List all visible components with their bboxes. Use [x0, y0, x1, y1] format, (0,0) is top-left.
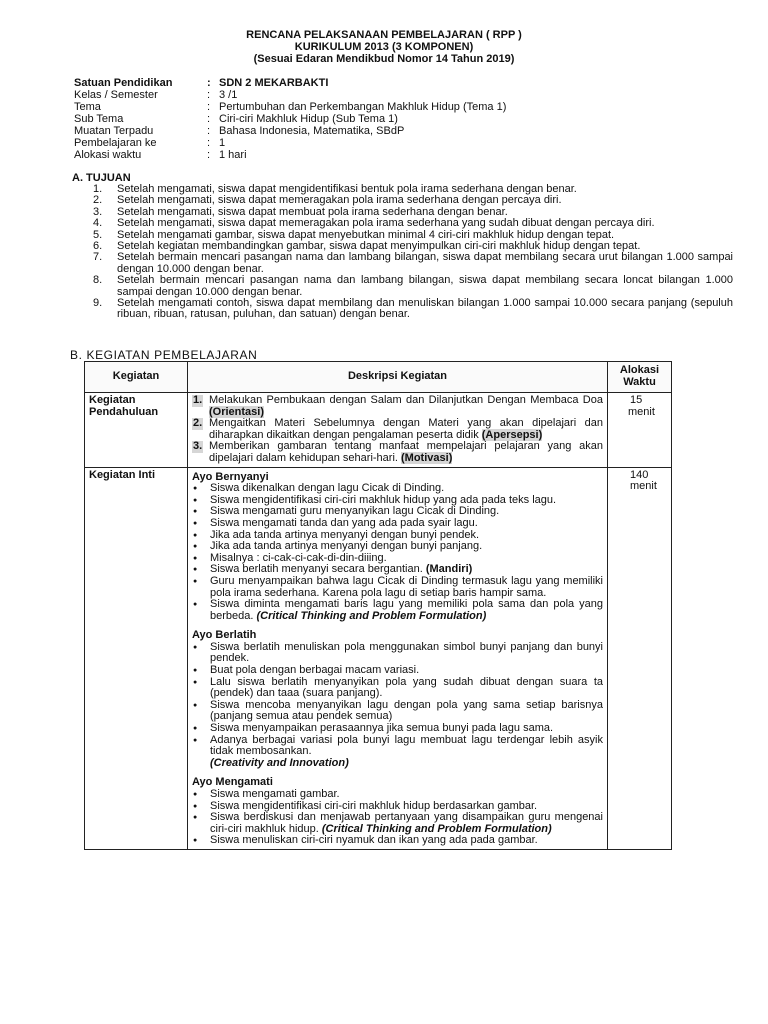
list-item: 4. Setelah mengamati, siswa dapat memeragakan pola irama sederhana yang sudah dibuat dengan percaya diri.	[93, 217, 655, 230]
regulation-line: (Sesuai Edaran Mendikbud Nomor 14 Tahun 2019)	[253, 53, 515, 65]
info-row-class: Kelas / Semester : 3 /1	[74, 89, 238, 101]
list-item: ● Siswa mengamati gambar.	[192, 789, 603, 801]
info-row-theme: Tema : Pertumbuhan dan Perkembangan Makhluk Hidup (Tema 1)	[74, 101, 507, 113]
list-item: 6. Setelah kegiatan membandingkan gambar, siswa dapat menyimpulkan ciri-ciri makhluk hidup dengan tepat.	[93, 240, 641, 253]
subheading-ayo-mengamati: Ayo Mengamati	[192, 776, 273, 789]
row-label-pendahuluan: Kegiatan Pendahuluan	[85, 393, 188, 468]
tujuan-list	[93, 184, 733, 321]
info-row-lesson: Pembelajaran ke : 1	[74, 137, 226, 149]
list-item: ● Siswa berlatih menuliskan pola menggunakan simbol bunyi panjang dan bunyi pendek.	[192, 642, 603, 665]
list-item: ● Siswa dikenalkan dengan lagu Cicak di Dinding.	[192, 483, 603, 495]
list-item: 8. Setelah bermain mencari pasangan nama dan lambang bilangan, siswa dapat membilang secara loncat bilangan 1.000 sampai dengan 10.000 dengan benar.	[93, 274, 733, 298]
list-item: ● Buat pola dengan berbagai macam variasi.	[192, 665, 603, 677]
table-header-row	[85, 362, 672, 393]
list-item: ● Siswa mengamati tanda dan yang ada pada syair lagu.	[192, 518, 603, 530]
info-row-subtheme: Sub Tema : Ciri-ciri Makhluk Hidup (Sub Tema 1)	[74, 113, 398, 125]
column-header-alokasi: Alokasi Waktu	[608, 362, 672, 393]
list-item: ● Siswa mencoba menyanyikan lagu dengan pola yang sama setiap barisnya (panjang semua atau pendek semua)	[192, 700, 603, 723]
alokasi-inti: 140 menit	[608, 467, 672, 849]
curriculum-line: KURIKULUM 2013 (3 KOMPONEN)	[294, 41, 474, 53]
list-item: ● Siswa mengamati guru menyanyikan lagu Cicak di Dinding.	[192, 506, 603, 518]
list-item: ● Siswa berdiskusi dan menjawab pertanyaan yang disampaikan guru mengenai ciri-ciri makhluk hidup. (Critical Thinking and Problem Formulation)	[192, 812, 603, 835]
alokasi-pendahuluan: 15 menit	[608, 393, 672, 468]
list-item: 2. Mengaitkan Materi Sebelumnya dengan Materi yang akan dipelajari dan diharapkan dikaitkan dengan pengalaman peserta didik (Apersepsi)	[193, 417, 603, 441]
info-row-time: Alokasi waktu : 1 hari	[74, 149, 247, 161]
section-tujuan-heading: A. TUJUAN	[72, 172, 131, 184]
list-item: ● Siswa mengidentifikasi ciri-ciri makhluk hidup yang ada pada teks lagu.	[192, 495, 603, 507]
subheading-ayo-berlatih: Ayo Berlatih	[192, 629, 257, 642]
table-row	[85, 467, 672, 849]
list-item: ● Siswa diminta mengamati baris lagu yang memiliki pola sama dan pola yang berbeda. (Critical Thinking and Problem Formulation)	[192, 599, 603, 622]
info-row-subjects: Muatan Terpadu : Bahasa Indonesia, Matematika, SBdP	[74, 125, 405, 137]
list-item: ● Misalnya : ci-cak-ci-cak-di-din-diiing.	[192, 553, 603, 565]
subheading-ayo-bernyanyi: Ayo Bernyanyi	[192, 470, 269, 483]
row-label-inti: Kegiatan Inti	[85, 467, 188, 849]
list-item: 7. Setelah bermain mencari pasangan nama dan lambang bilangan, siswa dapat membilang secara urut bilangan 1.000 sampai dengan 10.000 dengan benar.	[93, 251, 733, 275]
list-item: 5. Setelah mengamati gambar, siswa dapat menyebutkan minimal 4 ciri-ciri makhluk hidup dengan tepat.	[93, 228, 615, 241]
pendahuluan-description	[188, 393, 608, 468]
identity-block	[74, 77, 506, 161]
list-item: ● Adanya berbagai variasi pola bunyi lagu membuat lagu terdengar lebih asyik tidak membosankan. (Creativity and Innovation)	[192, 735, 603, 770]
table-row	[85, 393, 672, 468]
list-item: ● Jika ada tanda artinya menyanyi dengan bunyi panjang.	[192, 541, 603, 553]
column-header-kegiatan: Kegiatan	[85, 362, 188, 393]
list-item: 2. Setelah mengamati, siswa dapat memeragakan pola irama sederhana dengan percaya diri.	[93, 194, 562, 207]
inti-description	[188, 467, 608, 849]
list-item: ● Siswa mengidentifikasi ciri-ciri makhluk hidup berdasarkan gambar.	[192, 801, 603, 813]
list-item: ● Jika ada tanda artinya menyanyi dengan bunyi pendek.	[192, 530, 603, 542]
list-item: ● Siswa menuliskan ciri-ciri nyamuk dan ikan yang ada pada gambar.	[192, 835, 603, 847]
list-item: ● Lalu siswa berlatih menyanyikan pola yang sudah dibuat dengan suara ta (pendek) dan taaa (suara panjang).	[192, 677, 603, 700]
document-title: RENCANA PELAKSANAAN PEMBELAJARAN ( RPP )	[246, 29, 522, 41]
list-item: 9. Setelah mengamati contoh, siswa dapat membilang dan menuliskan bilangan 1.000 sampai 10.000 secara panjang (sepuluh ribuan, ribuan, ratusan, puluhan, dan satuan) dengan benar.	[93, 297, 733, 321]
list-item: 1. Melakukan Pembukaan dengan Salam dan Dilanjutkan Dengan Membaca Doa (Orientasi)	[193, 394, 603, 418]
section-kegiatan-heading: B. KEGIATAN PEMBELAJARAN	[70, 348, 258, 362]
list-item: ● Siswa menyampaikan perasaannya jika semua bunyi pada lagu sama.	[192, 723, 603, 735]
list-item: 1. Setelah mengamati, siswa dapat mengidentifikasi bentuk pola irama sederhana dengan benar.	[93, 183, 577, 195]
info-row-school: Satuan Pendidikan : SDN 2 MEKARBAKTI	[74, 77, 329, 89]
list-item: ● Guru menyampaikan bahwa lagu Cicak di Dinding termasuk lagu yang memiliki pola irama sederhana. Karena pola lagu di setiap baris hampir sama.	[192, 576, 603, 599]
activity-table	[84, 361, 672, 850]
list-item: ● Siswa berlatih menyanyi secara bergantian. (Mandiri)	[192, 564, 603, 576]
column-header-deskripsi: Deskripsi Kegiatan	[188, 362, 608, 393]
list-item: 3. Memberikan gambaran tentang manfaat mempelajari pelajaran yang akan dipelajari dalam kehidupan sehari-hari. (Motivasi)	[193, 440, 603, 464]
list-item: 3. Setelah mengamati, siswa dapat membuat pola irama sederhana dengan benar.	[93, 205, 508, 218]
